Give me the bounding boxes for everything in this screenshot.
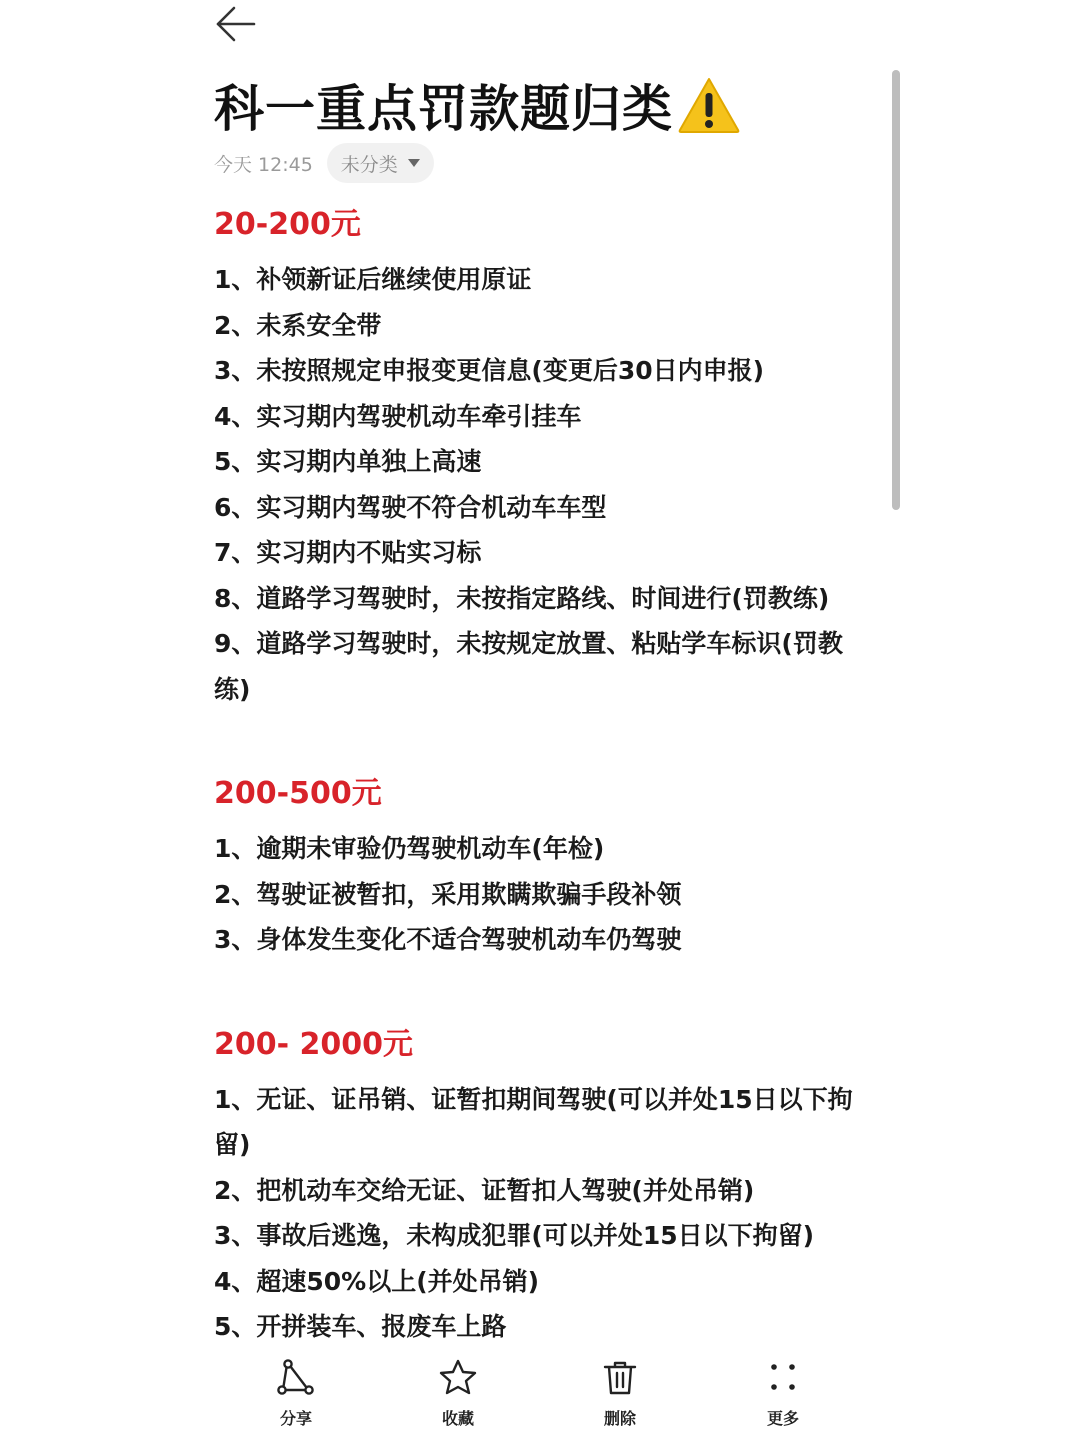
- delete-label: 删除: [603, 1409, 636, 1428]
- category-dropdown[interactable]: [327, 143, 434, 183]
- list-item: 4、超速50%以上(并处吊销): [214, 1266, 540, 1296]
- list-item: 9、道路学习驾驶时，未按规定放置、粘贴学车标识(罚教练): [214, 629, 843, 704]
- more-button[interactable]: [733, 1358, 833, 1434]
- note-timestamp: 今天 12:45: [214, 153, 313, 176]
- share-label: 分享: [279, 1409, 312, 1428]
- delete-button[interactable]: [570, 1358, 670, 1434]
- more-dots-icon: [763, 1358, 803, 1398]
- list-item: 2、未系安全带: [214, 310, 382, 340]
- more-label: 更多: [766, 1409, 799, 1428]
- list-item: 5、开拼装车、报废车上路: [214, 1312, 507, 1340]
- favorite-label: 收藏: [441, 1409, 474, 1428]
- trash-icon: [600, 1358, 640, 1398]
- note-title: 科一重点罚款题归类: [214, 80, 673, 138]
- back-button[interactable]: [212, 2, 260, 46]
- fine-section: [214, 202, 864, 712]
- section-heading: 200- 2000元: [214, 1026, 414, 1062]
- star-icon: [438, 1358, 478, 1398]
- list-item: 3、未按照规定申报变更信息(变更后30日内申报): [214, 356, 765, 385]
- category-label: 未分类: [340, 153, 398, 176]
- list-item: 5、实习期内单独上高速: [214, 447, 482, 476]
- list-item: 8、道路学习驾驶时，未按指定路线、时间进行(罚教练): [214, 583, 830, 613]
- note-title-row: [214, 70, 741, 140]
- list-item: 3、事故后逃逸，未构成犯罪(可以并处15日以下拘留): [214, 1221, 815, 1250]
- fine-section: [214, 1022, 864, 1341]
- warning-icon: [677, 75, 741, 135]
- list-item: 7、实习期内不贴实习标: [214, 538, 482, 567]
- list-item: 1、无证、证吊销、证暂扣期间驾驶(可以并处15日以下拘留): [214, 1084, 853, 1159]
- list-item: 1、补领新证后继续使用原证: [214, 265, 532, 294]
- section-heading: 200-500元: [214, 776, 382, 811]
- share-icon: [276, 1358, 316, 1398]
- fine-section: [214, 771, 864, 963]
- list-item: 3、身体发生变化不适合驾驶机动车仍驾驶: [214, 925, 682, 954]
- bottom-toolbar: [0, 1340, 1080, 1440]
- list-item: 1、逾期未审验仍驾驶机动车(年检): [214, 834, 605, 863]
- list-item: 6、实习期内驾驶不符合机动车车型: [214, 492, 607, 522]
- section-heading: 20-200元: [214, 207, 361, 242]
- list-item: 2、驾驶证被暂扣，采用欺瞒欺骗手段补领: [214, 879, 682, 909]
- note-meta: [214, 142, 434, 184]
- note-content: [214, 202, 864, 1340]
- scrollbar-thumb[interactable]: [892, 70, 900, 510]
- arrow-left-icon: [212, 2, 260, 46]
- list-item: 2、把机动车交给无证、证暂扣人驾驶(并处吊销): [214, 1175, 755, 1205]
- list-item: 4、实习期内驾驶机动车牵引挂车: [214, 401, 582, 431]
- share-button[interactable]: [246, 1358, 346, 1434]
- caret-down-icon: [408, 159, 420, 167]
- favorite-button[interactable]: [408, 1358, 508, 1434]
